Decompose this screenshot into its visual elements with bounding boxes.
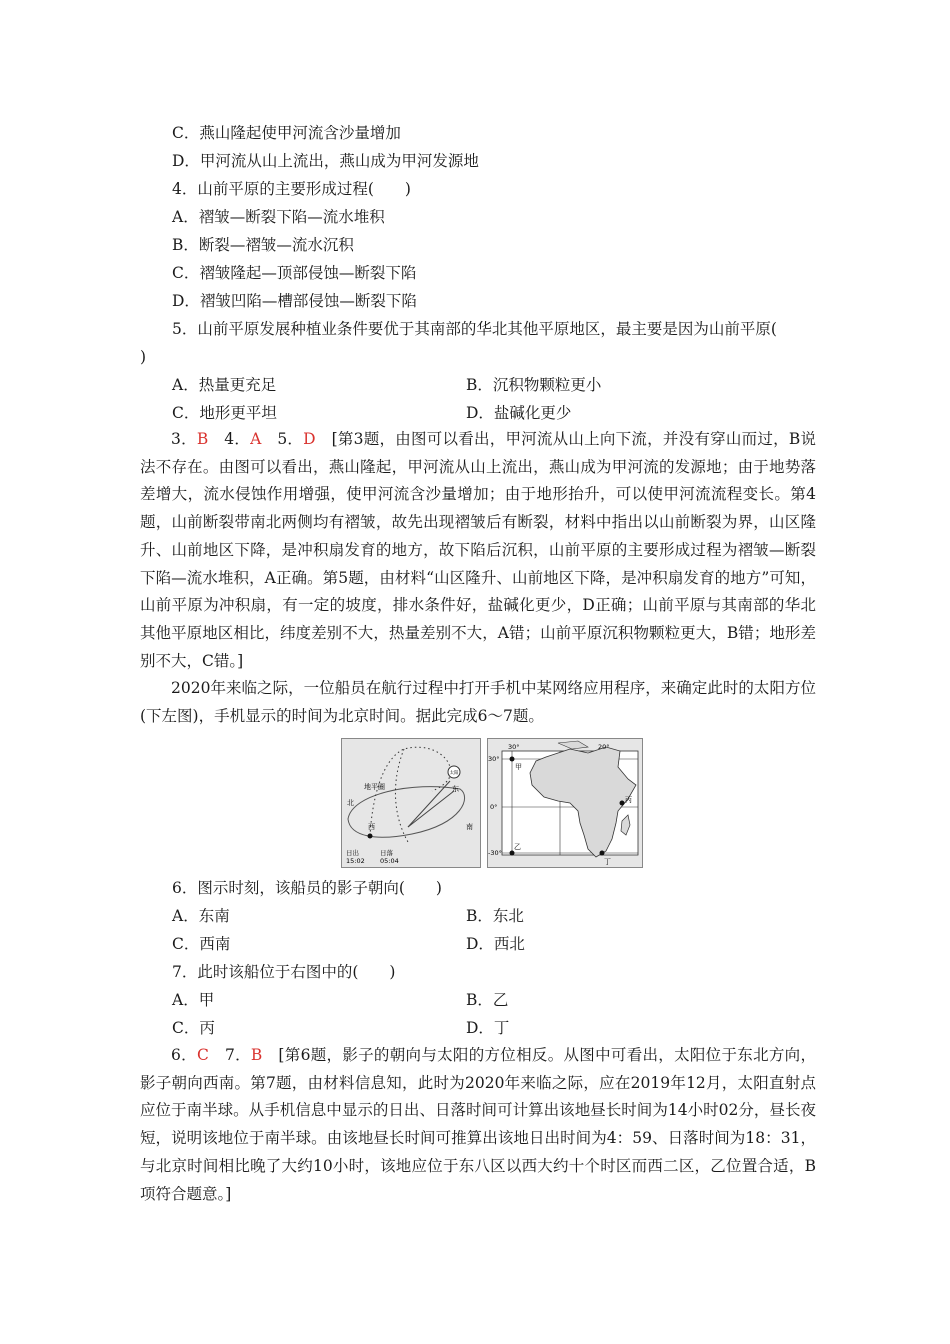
- label-jia: 甲: [515, 763, 522, 771]
- sun-arc-dotted: [370, 747, 451, 836]
- observer-point: [368, 834, 373, 839]
- answer-7-key: B: [250, 1046, 263, 1064]
- horizon-ellipse: [348, 787, 465, 838]
- sun-path-diagram: [342, 739, 480, 867]
- q6-option-c: C．西南: [172, 935, 231, 953]
- q5-stem-end: ): [140, 348, 147, 366]
- sunset-label: 日落: [380, 849, 393, 857]
- q7-option-b: B．乙: [466, 991, 509, 1009]
- q5-option-a: A．热量更充足: [172, 376, 277, 394]
- q4-option-d: D．褶皱凹陷—槽部侵蚀—断裂下陷: [172, 292, 417, 310]
- sun-ray-line: [408, 781, 450, 827]
- answer-4-key: A: [250, 430, 262, 448]
- sunset-time: 05:04: [380, 857, 399, 865]
- sun-arc-lower: [395, 749, 408, 842]
- intro-text: 2020年来临之际，一位船员在航行过程中打开手机中某网络应用程序，来确定此时的太阳方位(下左图)，手机显示的时间为北京时间。据此完成6～7题。: [140, 679, 816, 725]
- q7-option-c: C．丙: [172, 1019, 215, 1037]
- horizon-label: 地平圈: [364, 783, 385, 791]
- answer-3-key: B: [196, 430, 209, 448]
- africa-map: [488, 739, 642, 867]
- q7-option-a: A．甲: [172, 991, 215, 1009]
- q6-stem: 6．图示时刻，该船员的影子朝向( ): [172, 879, 442, 897]
- q4-option-c: C．褶皱隆起—顶部侵蚀—断裂下陷: [172, 264, 417, 282]
- answer-5-number: 5．: [277, 430, 304, 448]
- answer-3-number: 3．: [171, 430, 197, 448]
- q5-option-c: C．地形更平坦: [172, 404, 277, 422]
- lon-label-left: 30°: [508, 743, 520, 751]
- q4-option-b: B．断裂—褶皱—流水沉积: [172, 236, 354, 254]
- east-label: 东: [452, 785, 459, 793]
- sun-label: 太阳: [449, 771, 459, 776]
- intro-6-7: [140, 675, 816, 730]
- answer-5-key: D: [303, 430, 316, 448]
- north-label: 北: [347, 799, 354, 807]
- answer-7-number: 7．: [224, 1046, 251, 1064]
- q3-option-d: D．甲河流从山上流出，燕山成为甲河发源地: [172, 152, 479, 170]
- point-bing: [620, 801, 625, 806]
- q5-option-b: B．沉积物颗粒更小: [466, 376, 602, 394]
- q7-stem: 7．此时该船位于右图中的( ): [172, 963, 396, 981]
- point-jia: [510, 757, 515, 762]
- q6-option-d: D．西北: [466, 935, 525, 953]
- west-label: 西: [368, 823, 375, 831]
- sunrise-time: 15:02: [346, 857, 365, 865]
- lat-label-30n: 30°: [488, 755, 500, 763]
- lon-label-right: 20°: [598, 743, 610, 751]
- q4-stem: 4．山前平原的主要形成过程( ): [172, 180, 411, 198]
- answer-3-5-text: [第3题，由图可以看出，甲河流从山上向下流，并没有穿山而过，B说法不存在。由图可以看出，燕山隆起，甲河流从山上流出，燕山成为甲河流的发源地；由于地势落差增大，流水侵蚀作用增强，使甲河流含沙量增加；由于地形抬升，可以使甲河流流程变长。第4题，山前断裂带南北两侧均有褶皱，故先出现褶皱后有断裂，材料中指出以山前断裂为界，山区隆升、山前地区下降，是冲积扇发育的地方，故下陷后沉积，山前平原的主要形成过程为褶皱—断裂下陷—流水堆积，A正确。第5题，由材料“山区隆升、山前地区下降，是冲积扇发育的地方”可知，山前平原为冲积扇，有一定的坡度，排水条件好，盐碱化更少，D正确；山前平原与其南部的华北其他平原地区相比，纬度差别不大，热量差别不大，A错；山前平原沉积物颗粒更大，B错；地形差别不大，C错。]: [140, 430, 816, 670]
- label-bing: 丙: [625, 796, 632, 804]
- answer-6-key: C: [196, 1046, 209, 1064]
- q4-option-a: A．褶皱—断裂下陷—流水堆积: [172, 208, 385, 226]
- point-yi: [510, 851, 515, 856]
- q6-option-b: B．东北: [466, 907, 524, 925]
- europe-fragment: [558, 741, 588, 749]
- answer-4-number: 4．: [224, 430, 251, 448]
- sunrise-label: 日出: [346, 849, 359, 857]
- south-label: 南: [466, 823, 473, 831]
- q3-option-c: C．燕山隆起使甲河流含沙量增加: [172, 124, 401, 142]
- sun-path-figure: [341, 738, 481, 868]
- point-ding: [600, 851, 605, 856]
- answer-explanation-6-7: [140, 1042, 816, 1208]
- answer-6-number: 6．: [171, 1046, 197, 1064]
- q5-option-d: D．盐碱化更少: [466, 404, 572, 422]
- answer-explanation-3-5: [140, 426, 816, 675]
- africa-map-figure: [487, 738, 643, 868]
- label-ding: 丁: [604, 858, 611, 866]
- q6-option-a: A．东南: [172, 907, 230, 925]
- label-yi: 乙: [514, 843, 521, 851]
- answer-6-7-text: [第6题，影子的朝向与太阳的方位相反。从图中可看出，太阳位于东北方向，影子朝向西南。第7题，由材料信息知，此时为2020年来临之际，应在2019年12月，太阳直射点应位于南半球。从手机信息中显示的日出、日落时间可计算出该地昼长时间为14小时02分，昼长夜短，说明该地位于南半球。由该地昼长时间可推算出该地日出时间为4：59、日落时间为18：31，与北京时间相比晚了大约10小时，该地应位于东八区以西大约十个时区而西二区，乙位置合适，B项符合题意。]: [140, 1046, 816, 1203]
- lat-label-equator: 0°: [490, 803, 498, 811]
- q7-option-d: D．丁: [466, 1019, 510, 1037]
- q5-stem: 5．山前平原发展种植业条件要优于其南部的华北其他平原地区，最主要是因为山前平原(: [172, 320, 777, 338]
- lat-label-30s: -30°: [488, 849, 502, 857]
